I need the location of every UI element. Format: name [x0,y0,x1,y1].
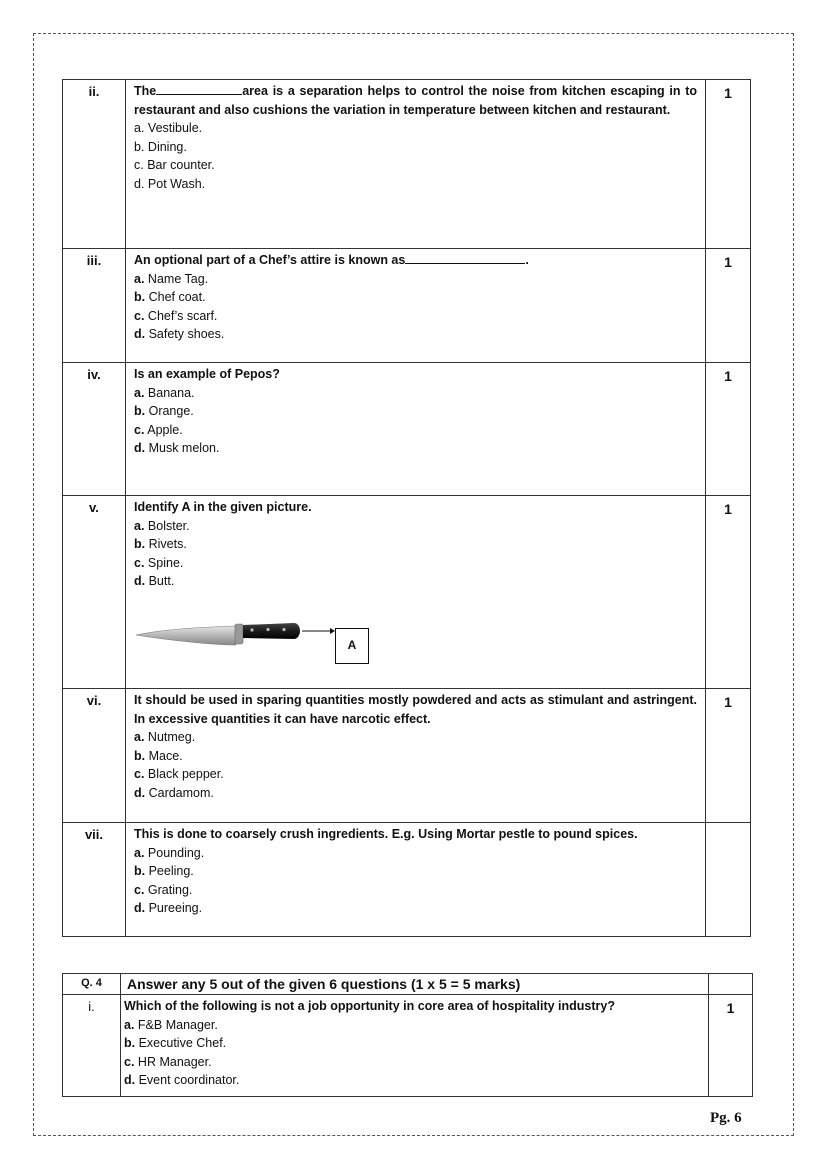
marks: 1 [706,496,751,689]
option: c. HR Manager. [124,1054,212,1069]
option: c. Chef’s scarf. [134,308,218,323]
question-text [134,251,697,270]
question-row [63,363,751,496]
section-header-row [63,974,753,995]
question-text-start: An optional part of a Chef’s attire is known as [134,253,406,267]
question-text: Identify A in the given picture. [134,500,312,514]
question-text [134,82,697,119]
question-text: Which of the following is not a job opportunity in core area of hospitality industry? [124,999,615,1013]
question-text: Is an example of Pepos? [134,367,280,381]
question-text: This is done to coarsely crush ingredients. E.g. Using Mortar pestle to pound spices. [134,827,638,841]
questions-table [62,79,751,937]
option: d. Pureeing. [134,901,203,915]
fill-blank [156,82,242,95]
marks: 1 [706,363,751,496]
question-text-end: . [525,253,529,267]
option: c. Bar counter. [134,158,215,172]
question-row [63,80,751,249]
fill-blank [405,251,525,264]
question-number: v. [63,496,126,689]
option: a. Vestibule. [134,121,203,135]
option: d. Pot Wash. [134,176,206,191]
question-number: iv. [63,363,126,496]
marks: 1 [706,249,751,363]
question-number: iii. [63,249,126,363]
question-row [63,689,751,823]
question-row [63,823,751,937]
option: b. Peeling. [134,864,194,878]
option: c. Apple. [134,422,183,437]
figure-label-box: A [335,628,369,664]
question-number: i. [63,995,121,1097]
option: a. F&B Manager. [124,1017,218,1032]
knife-figure [134,621,697,671]
option: d. Butt. [134,574,175,588]
question-row [63,249,751,363]
option: c. Grating. [134,882,193,897]
option: b. Rivets. [134,537,187,551]
option: b. Dining. [134,139,187,154]
option: d. Safety shoes. [134,327,225,341]
question-text: It should be used in sparing quantities mostly powdered and acts as stimulant and astringent. In excessive quantities it can have narcotic effect. [134,693,697,726]
option: d. Event coordinator. [124,1073,240,1087]
marks [706,823,751,937]
question-text-start: The [134,84,157,98]
option: b. Chef coat. [134,290,206,304]
option: c. Spine. [134,555,184,570]
option: b. Mace. [134,748,183,763]
option: a. Nutmeg. [134,730,196,744]
question-number: vi. [63,689,126,823]
question-text-end: area is a separation helps to control the noise from kitchen escaping in to restaurant and also cushions the variation in temperature between kitchen and restaurant. [134,84,697,117]
question-row [63,496,751,689]
section-q4-table [62,973,753,1097]
section-title: Answer any 5 out of the given 6 questions (1 x 5 = 5 marks) [121,974,709,995]
option: a. Banana. [134,385,195,400]
option: a. Pounding. [134,845,205,860]
option: d. Cardamom. [134,785,214,800]
option: d. Musk melon. [134,441,220,455]
question-number: ii. [63,80,126,249]
page-number: Pg. 6 [710,1110,742,1126]
section-marks-cell [709,974,753,995]
marks: 1 [706,80,751,249]
question-number: vii. [63,823,126,937]
marks: 1 [706,689,751,823]
option: b. Orange. [134,404,194,418]
option: a. Name Tag. [134,271,209,286]
option: a. Bolster. [134,518,190,533]
option: b. Executive Chef. [124,1036,227,1050]
section-number: Q. 4 [63,974,121,995]
marks: 1 [709,995,753,1097]
question-row [63,995,753,1097]
option: c. Black pepper. [134,767,224,781]
